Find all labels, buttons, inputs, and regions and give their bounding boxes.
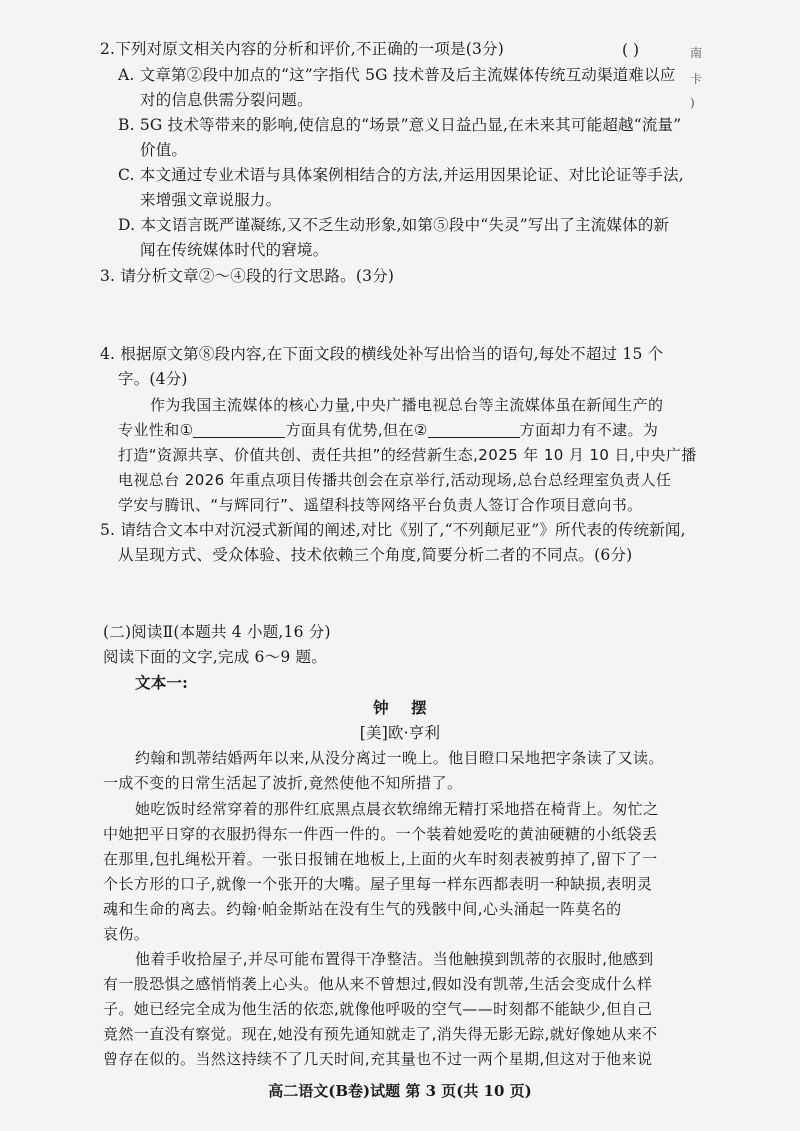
story-p3-line5: 曾存在似的。当然这持续不了几天时间,充其量也不过一两个星期,但这对于他来说 <box>103 1050 653 1068</box>
story-p2-line1: 她吃饭时经常穿着的那件红底黑点晨衣软绵绵无精打采地搭在椅背上。匆忙之 <box>135 800 659 818</box>
story-p1-line2: 一成不变的日常生活起了波折,竟然使他不知所措了。 <box>103 774 463 792</box>
story-p3-line3: 子。她已经完全成为他生活的依恋,就像他呼吸的空气——时刻都不能缺少,但自己 <box>103 1000 653 1018</box>
q4-stem-line2: 字。(4分) <box>118 370 188 388</box>
story-p2-line2: 中她把平日穿的衣服扔得东一件西一件的。一个装着她爱吃的黄油硬糖的小纸袋丢 <box>103 825 658 843</box>
q2-answer-paren: ( ) <box>622 41 640 59</box>
story-p2-line3: 在那里,包扎绳松开着。一张日报铺在地板上,上面的火车时刻表被剪掉了,留下了一 <box>103 850 658 868</box>
edge-mark-3: ) <box>690 96 695 110</box>
story-p1-line1: 约翰和凯蒂结婚两年以来,从没分离过一晚上。他目瞪口呆地把字条读了又读。 <box>135 749 664 767</box>
q5-stem-line2: 从呈现方式、受众体验、技术依赖三个角度,简要分析二者的不同点。(6分) <box>118 546 633 564</box>
q2-option-b-line1: B. 5G 技术等带来的影响,使信息的“场景”意义日益凸显,在未来其可能超越“流量” <box>118 116 682 134</box>
q4-passage-part-a: 专业性和① <box>118 421 194 439</box>
q2-option-b-line2: 价值。 <box>140 141 188 159</box>
q4-passage-line4: 电视总台 2026 年重点项目传播共创会在京举行,活动现场,总台总经理室负责人任 <box>118 471 672 489</box>
story-p2-line5: 魂和生命的离去。约翰·帕金斯站在没有生气的残骸中间,心头涌起一阵莫名的 <box>103 900 622 918</box>
story-p3-line4: 竟然一直没有察觉。现在,她没有预先通知就走了,消失得无影无踪,就好像她从来不 <box>103 1025 658 1043</box>
story-p3-line2: 有一股恐惧之感悄悄袭上心头。他从来不曾想过,假如没有凯蒂,生活会变成什么样 <box>103 975 653 993</box>
q4-stem-line1: 4. 根据原文第⑧段内容,在下面文段的横线处补写出恰当的语句,每处不超过 15 个 <box>100 345 664 363</box>
q4-passage-line1: 作为我国主流媒体的核心力量,中央广播电视总台等主流媒体虽在新闻生产的 <box>150 396 664 414</box>
story-p2-line4: 个长方形的口子,就像一个张开的大嘴。屋子里每一样东西都表明一种缺损,表明灵 <box>103 875 653 893</box>
q3-stem: 3. 请分析文章②～④段的行文思路。(3分) <box>100 267 395 285</box>
q2-option-a-line1: A. 文章第②段中加点的“这”字指代 5G 技术普及后主流媒体传统互动渠道难以应 <box>118 66 676 84</box>
q4-blank-1[interactable] <box>193 421 285 438</box>
story-p3-line1: 他着手收拾屋子,并尽可能布置得干净整洁。当他触摸到凯蒂的衣服时,他感到 <box>135 950 654 968</box>
q4-passage-part-b: 方面具有优势,但在② <box>285 421 428 439</box>
q2-option-a-line2: 对的信息供需分裂问题。 <box>140 91 313 109</box>
q2-option-d-line1: D. 本文语言既严谨凝练,又不乏生动形象,如第⑤段中“失灵”写出了主流媒体的新 <box>118 216 670 234</box>
q4-passage-line3: 打造“资源共享、价值共创、责任共担”的经营新生态,2025 年 10 月 10 日,中央广播 <box>118 446 697 464</box>
edge-mark-1: 南 <box>690 46 703 60</box>
text1-label: 文本一: <box>135 673 189 692</box>
q4-passage-line2 <box>118 419 658 441</box>
edge-mark-2: 卡 <box>690 72 703 86</box>
story-author: [美]欧·亨利 <box>359 724 441 742</box>
q2-option-d-line2: 闻在传统媒体时代的窘境。 <box>140 241 329 259</box>
q5-stem-line1: 5. 请结合文本中对沉浸式新闻的阐述,对比《别了,“不列颠尼亚”》所代表的传统新闻, <box>100 521 686 539</box>
q2-stem: 2.下列对原文相关内容的分析和评价,不正确的一项是(3分) <box>100 40 504 58</box>
q4-passage-part-c: 方面却力有不逮。为 <box>519 421 659 439</box>
q2-option-c-line1: C. 本文通过专业术语与具体案例相结合的方法,并运用因果论证、对比论证等手法, <box>118 166 684 184</box>
story-title: 钟 摆 <box>373 698 427 717</box>
section2-instruction: 阅读下面的文字,完成 6～9 题。 <box>103 648 327 666</box>
page-footer: 高二语文(B卷)试题 第 3 页(共 10 页) <box>268 1082 532 1100</box>
section2-heading: (二)阅读Ⅱ(本题共 4 小题,16 分) <box>103 623 331 641</box>
q2-option-c-line2: 来增强文章说服力。 <box>140 191 282 209</box>
q4-passage-line5: 学安与腾讯、“与辉同行”、遥望科技等网络平台负责人签订合作项目意向书。 <box>118 496 643 514</box>
q4-blank-2[interactable] <box>428 421 520 438</box>
story-p2-line6: 哀伤。 <box>103 925 150 943</box>
